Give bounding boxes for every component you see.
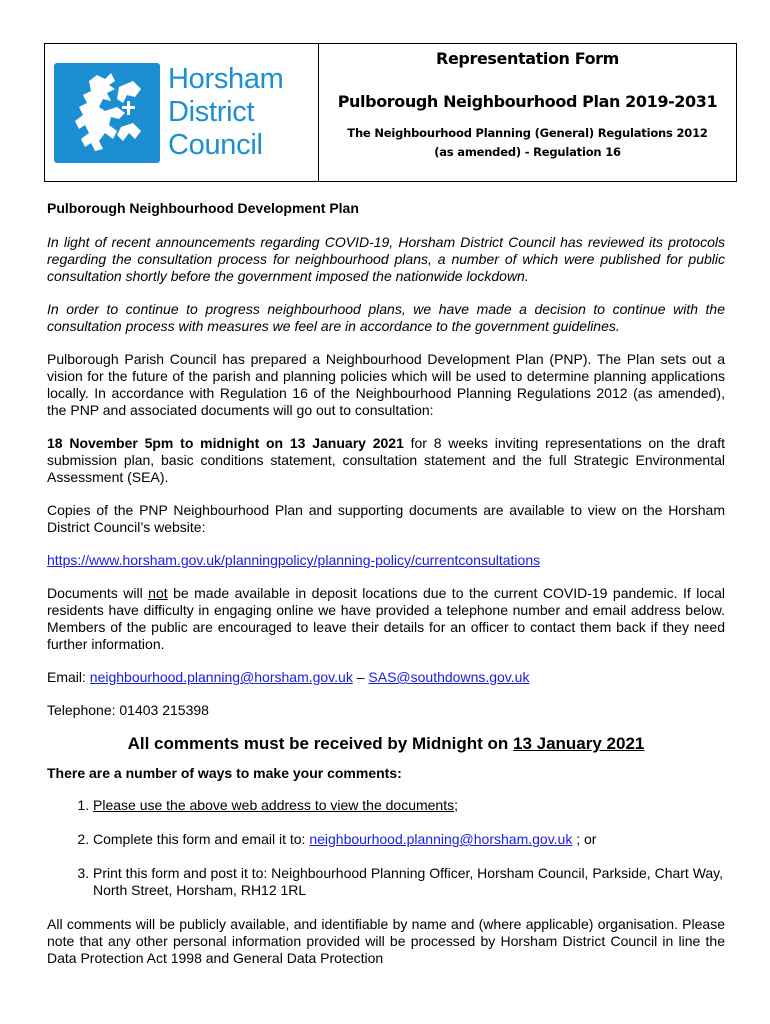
way-2-text: Complete this form and email it to: bbox=[93, 831, 310, 847]
way-2-suffix: ; or bbox=[572, 831, 597, 847]
horsham-email-link[interactable]: neighbourhood.planning@horsham.gov.uk bbox=[89, 669, 353, 685]
document-body bbox=[47, 200, 725, 967]
copies-paragraph: Copies of the PNP Neighbourhood Plan and supporting documents are available to view on the Horsham District Council’s website: bbox=[47, 502, 725, 535]
list-item bbox=[93, 865, 725, 899]
lion-crest-icon bbox=[54, 63, 160, 163]
way-3-text: Print this form and post it to: Neighbourhood Planning Officer, Horsham Council, Parkside, Chart Way, North Street, Horsham, RH12 1RL bbox=[93, 865, 724, 898]
documents-paragraph bbox=[47, 585, 725, 653]
regulations-text: The Neighbourhood Planning (General) Regulations 2012 (as amended) - Regulation 16 bbox=[347, 126, 708, 159]
docs-text-b: be made available in deposit locations due to the current COVID-19 pandemic. If local residents have difficulty in engaging online we have provided a telephone number and email address below. Members of the public are encouraged to leave their details for an officer to contact them back if they need further information. bbox=[47, 585, 725, 652]
email-label: Email: bbox=[47, 669, 90, 685]
header-table bbox=[44, 43, 737, 182]
council-logo-text bbox=[168, 63, 284, 162]
website-paragraph bbox=[47, 552, 725, 569]
plan-title: Pulborough Neighbourhood Plan 2019-2031 bbox=[337, 92, 718, 111]
list-item bbox=[93, 797, 725, 814]
deadline-date: 13 January 2021 bbox=[513, 734, 645, 753]
covid-paragraph-1: In light of recent announcements regarding COVID-19, Horsham District Council has reviewed its protocols regarding the consultation process for neighbourhood plans, a number of which were published for public consultation shortly before the government imposed the nationwide lockdown. bbox=[47, 234, 725, 284]
consultation-dates-paragraph bbox=[47, 435, 725, 486]
logo-line: Council bbox=[168, 129, 263, 161]
list-item bbox=[93, 831, 725, 848]
email-separator: – bbox=[352, 669, 369, 685]
deadline-text: All comments must be received by Midnight on bbox=[127, 734, 513, 753]
docs-text-a: Documents will bbox=[47, 585, 149, 601]
form-title: Representation Form bbox=[436, 49, 619, 68]
southdowns-email-link[interactable]: SAS@southdowns.gov.uk bbox=[368, 669, 530, 685]
logo-line: Horsham bbox=[168, 63, 284, 95]
intro-paragraph: Pulborough Parish Council has prepared a Neighbourhood Development Plan (PNP). The Plan sets out a vision for the future of the parish and planning policies which will be used to determine planning applications locally. In accordance with Regulation 16 of the Neighbourhood Planning Regulations 2012 (as amended), the PNP and associated documents will go out to consultation: bbox=[47, 351, 725, 418]
data-protection-paragraph: All comments will be publicly available, and identifiable by name and (where applicable) organisation. Please note that any other personal information provided will be processed by Horsham District Council in line the Data Protection Act 1998 and General Data Protection bbox=[47, 916, 725, 966]
ways-list bbox=[47, 797, 725, 899]
docs-not: not bbox=[148, 585, 168, 601]
section-title: Pulborough Neighbourhood Development Plan bbox=[47, 200, 359, 216]
email-paragraph bbox=[47, 669, 725, 686]
way-2-email-link[interactable]: neighbourhood.planning@horsham.gov.uk bbox=[309, 831, 573, 847]
telephone-paragraph: Telephone: 01403 215398 bbox=[47, 702, 209, 718]
consultation-dates: 18 November 5pm to midnight on 13 January 2021 bbox=[47, 435, 404, 451]
way-1-text: Please use the above web address to view the documents; bbox=[93, 797, 458, 813]
form-title-cell bbox=[319, 44, 736, 181]
covid-paragraph-2: In order to continue to progress neighbourhood plans, we have made a decision to continue with the consultation process with measures we feel are in accordance to the government guidelines. bbox=[47, 301, 725, 334]
logo-cell bbox=[45, 44, 319, 181]
logo-line: District bbox=[168, 96, 255, 128]
ways-title: There are a number of ways to make your comments: bbox=[47, 765, 402, 781]
deadline-heading bbox=[47, 735, 725, 752]
consultation-dates-rest: for 8 weeks inviting representations on the draft submission plan, basic conditions statement, consultation statement and the full Strategic Environmental Assessment (SEA). bbox=[47, 435, 725, 485]
website-link[interactable]: https://www.horsham.gov.uk/planningpolicy/planning-policy/currentconsultations bbox=[47, 552, 541, 568]
